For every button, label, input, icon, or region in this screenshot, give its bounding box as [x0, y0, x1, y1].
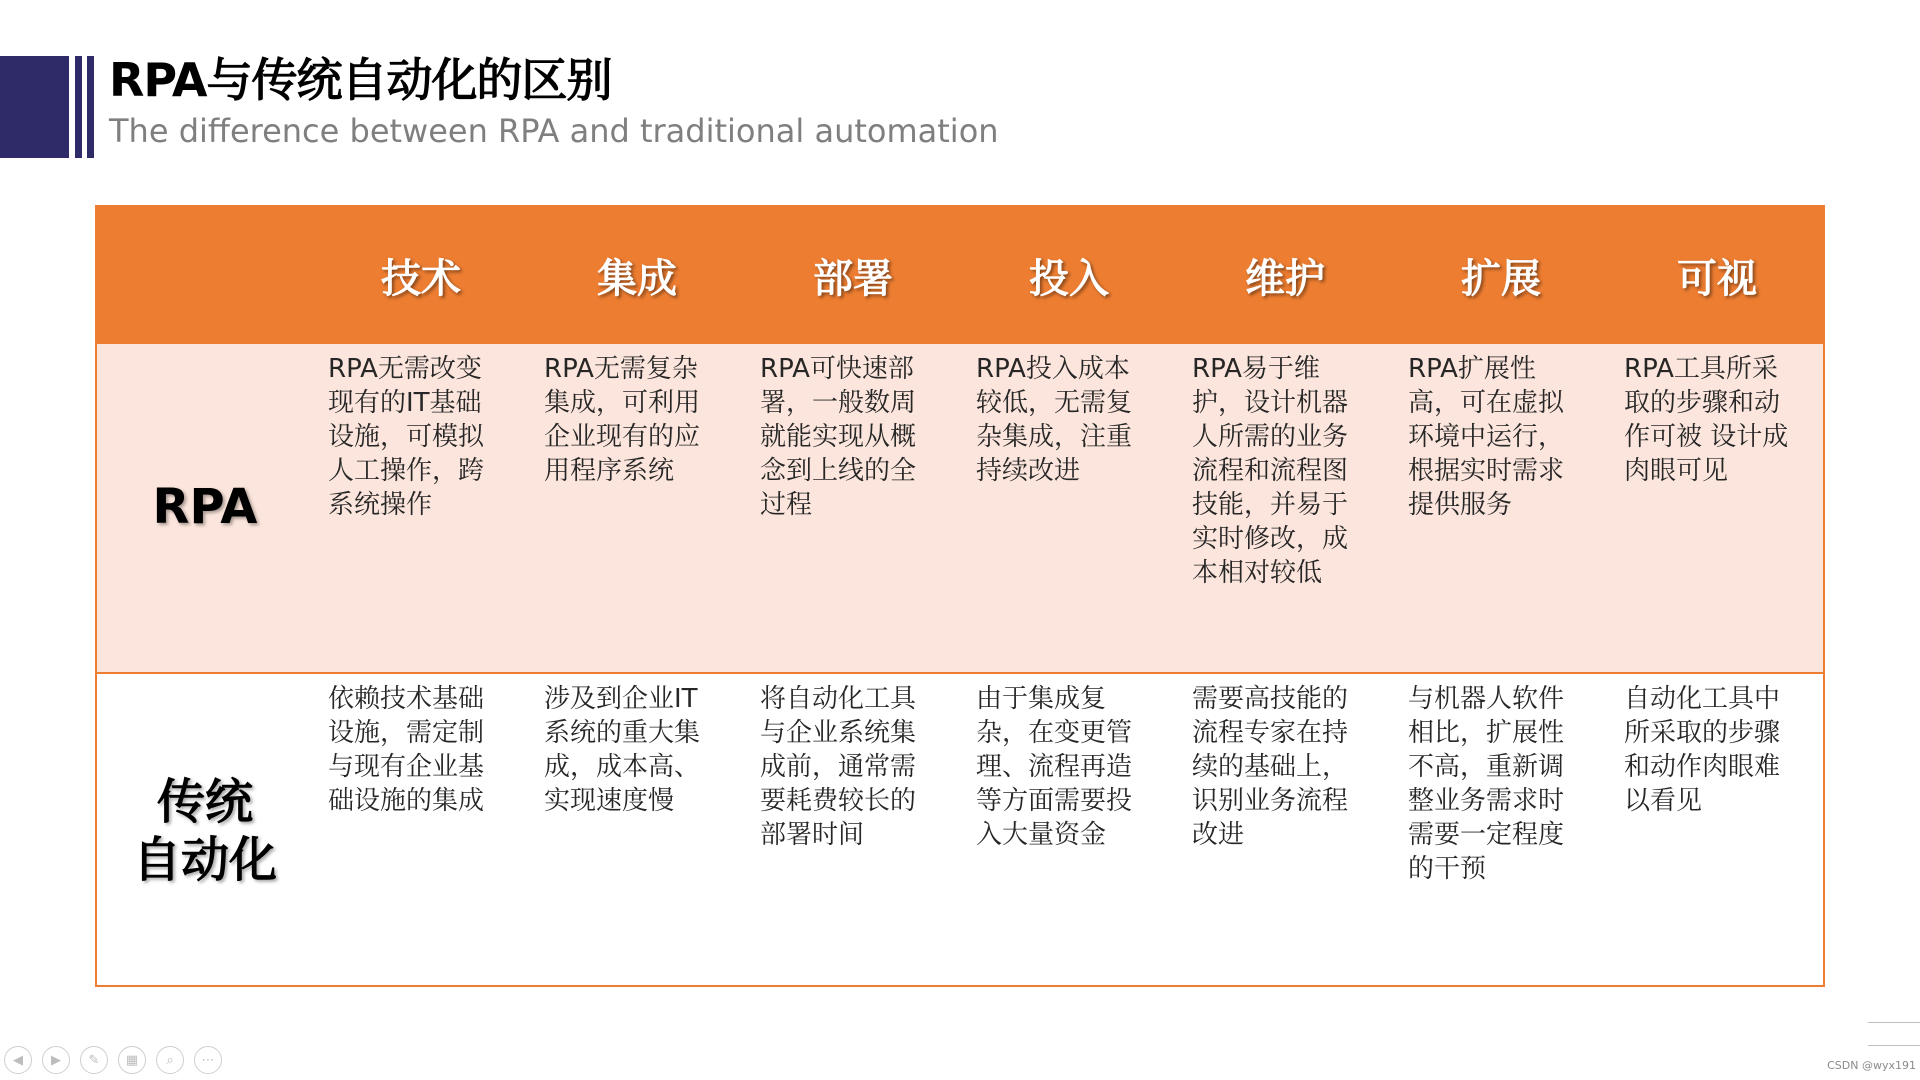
zoom-icon[interactable]: ⌕ [156, 1046, 184, 1074]
table-cell: RPA扩展性高，可在虚拟环境中运行，根据实时需求提供服务 [1408, 354, 1565, 520]
table-cell: RPA投入成本较低，无需复杂集成，注重持续改进 [976, 354, 1133, 486]
title-accent-block [0, 56, 69, 158]
table-header-row [97, 207, 1823, 344]
title-accent-bar [75, 56, 82, 158]
header-investment: 投入 [1029, 256, 1109, 302]
comparison-table [95, 205, 1825, 987]
table-cell: RPA可快速部署，一般数周就能实现从概念到上线的全过程 [760, 354, 917, 520]
header-extension: 扩展 [1461, 256, 1541, 302]
table-cell: 依赖技术基础设施，需定制与现有企业基础设施的集成 [328, 684, 485, 816]
table-cell: 将自动化工具与企业系统集成前，通常需要耗费较长的部署时间 [760, 684, 917, 850]
table-row-rpa [97, 344, 1823, 672]
title-accent-bar [87, 56, 94, 158]
table-cell: 由于集成复杂，在变更管理、流程再造等方面需要投入大量资金 [976, 684, 1133, 850]
table-cell: 需要高技能的流程专家在持续的基础上，识别业务流程改进 [1192, 684, 1349, 850]
next-icon[interactable]: ▶ [42, 1046, 70, 1074]
slideshow-controls [4, 1046, 222, 1074]
table-cell: 涉及到企业IT系统的重大集成，成本高、实现速度慢 [544, 684, 701, 816]
header-deployment: 部署 [813, 256, 893, 302]
header-integration: 集成 [597, 256, 677, 302]
header-maintenance: 维护 [1245, 256, 1325, 302]
table-cell: 自动化工具中所采取的步骤和动作肉眼难以看见 [1624, 684, 1781, 816]
row-label-rpa: RPA [152, 479, 258, 536]
slide-subtitle: The difference between RPA and traditional automation [109, 112, 999, 150]
more-icon[interactable]: ⋯ [194, 1046, 222, 1074]
pen-icon[interactable]: ✎ [80, 1046, 108, 1074]
header-tech: 技术 [381, 256, 461, 302]
prev-icon[interactable]: ◀ [4, 1046, 32, 1074]
header-visibility: 可视 [1677, 256, 1757, 302]
row-label-traditional: 传统 自动化 [132, 773, 277, 888]
table-cell: RPA无需改变现有的IT基础设施，可模拟人工操作，跨系统操作 [328, 354, 485, 520]
table-cell: RPA易于维护，设计机器人所需的业务流程和流程图技能，并易于实时修改，成本相对较低 [1192, 354, 1349, 588]
table-row-traditional [97, 672, 1823, 987]
watermark: CSDN @wyx191 [1827, 1059, 1916, 1072]
table-cell: 与机器人软件相比，扩展性不高，重新调整业务需求时需要一定程度的干预 [1408, 684, 1565, 884]
corner-decoration [1868, 1022, 1920, 1046]
table-cell: RPA工具所采取的步骤和动作可被 设计成肉眼可见 [1624, 354, 1789, 486]
slide-title: RPA与传统自动化的区别 [109, 53, 612, 107]
slides-icon[interactable]: ▦ [118, 1046, 146, 1074]
table-cell: RPA无需复杂集成，可利用企业现有的应用程序系统 [544, 354, 701, 486]
